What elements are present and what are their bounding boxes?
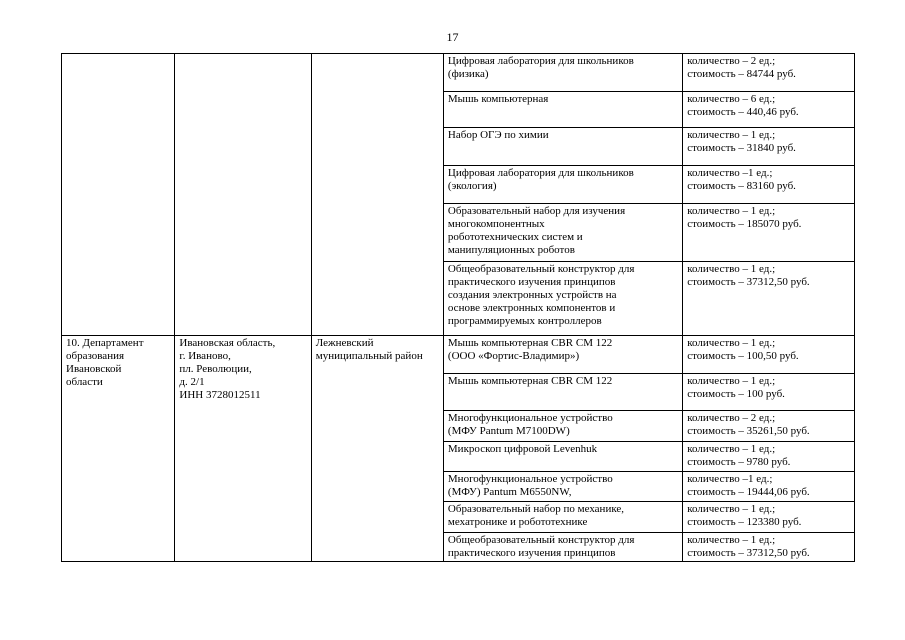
item-name-cell: Мышь компьютерная CBR CM 122 (ООО «Фортис-Владимир»): [443, 336, 682, 374]
item-name-cell: Микроскоп цифровой Levenhuk: [443, 442, 682, 472]
item-details-cell: количество – 2 ед.; стоимость – 35261,50 руб.: [683, 411, 855, 442]
item-details-cell: количество – 1 ед.; стоимость – 9780 руб.: [683, 442, 855, 472]
item-name-cell: Многофункциональное устройство (МФУ) Pantum M6550NW,: [443, 472, 682, 502]
org-address-cell: Ивановская область, г. Иваново, пл. Революции, д. 2/1 ИНН 3728012511: [175, 336, 311, 562]
item-name-cell: Цифровая лаборатория для школьников (физика): [443, 54, 682, 92]
item-details-cell: количество – 1 ед.; стоимость – 100 руб.: [683, 374, 855, 411]
item-details-cell: количество – 1 ед.; стоимость – 37312,50 руб.: [683, 262, 855, 336]
org-name-cell-empty: [62, 54, 175, 336]
org-name-cell: 10. Департамент образования Ивановской области: [62, 336, 175, 562]
page-number: 17: [446, 30, 459, 44]
item-name-cell: Общеобразовательный конструктор для практического изучения принципов: [443, 533, 682, 562]
item-details-cell: количество –1 ед.; стоимость – 19444,06 руб.: [683, 472, 855, 502]
district-cell: Лежневский муниципальный район: [311, 336, 443, 562]
item-name-cell: Образовательный набор по механике, мехатронике и робототехнике: [443, 502, 682, 533]
equipment-table: [61, 53, 855, 562]
item-name-cell: Многофункциональное устройство (МФУ Pantum M7100DW): [443, 411, 682, 442]
table-row: [62, 54, 855, 92]
item-name-cell: Общеобразовательный конструктор для практического изучения принципов создания электронных устройств на основе электронных компонентов и программируемых контроллеров: [443, 262, 682, 336]
item-details-cell: количество – 2 ед.; стоимость – 84744 руб.: [683, 54, 855, 92]
item-details-cell: количество – 1 ед.; стоимость – 123380 руб.: [683, 502, 855, 533]
item-details-cell: количество – 1 ед.; стоимость – 37312,50 руб.: [683, 533, 855, 562]
item-details-cell: количество – 6 ед.; стоимость – 440,46 руб.: [683, 92, 855, 128]
table-row: [62, 336, 855, 374]
item-name-cell: Мышь компьютерная CBR CM 122: [443, 374, 682, 411]
item-details-cell: количество –1 ед.; стоимость – 83160 руб.: [683, 166, 855, 204]
district-cell-empty: [311, 54, 443, 336]
item-name-cell: Образовательный набор для изучения многокомпонентных робототехнических систем и манипуляционных роботов: [443, 204, 682, 262]
item-name-cell: Мышь компьютерная: [443, 92, 682, 128]
item-name-cell: Цифровая лаборатория для школьников (экология): [443, 166, 682, 204]
item-details-cell: количество – 1 ед.; стоимость – 185070 руб.: [683, 204, 855, 262]
item-details-cell: количество – 1 ед.; стоимость – 31840 руб.: [683, 128, 855, 166]
item-name-cell: Набор ОГЭ по химии: [443, 128, 682, 166]
org-address-cell-empty: [175, 54, 311, 336]
item-details-cell: количество – 1 ед.; стоимость – 100,50 руб.: [683, 336, 855, 374]
